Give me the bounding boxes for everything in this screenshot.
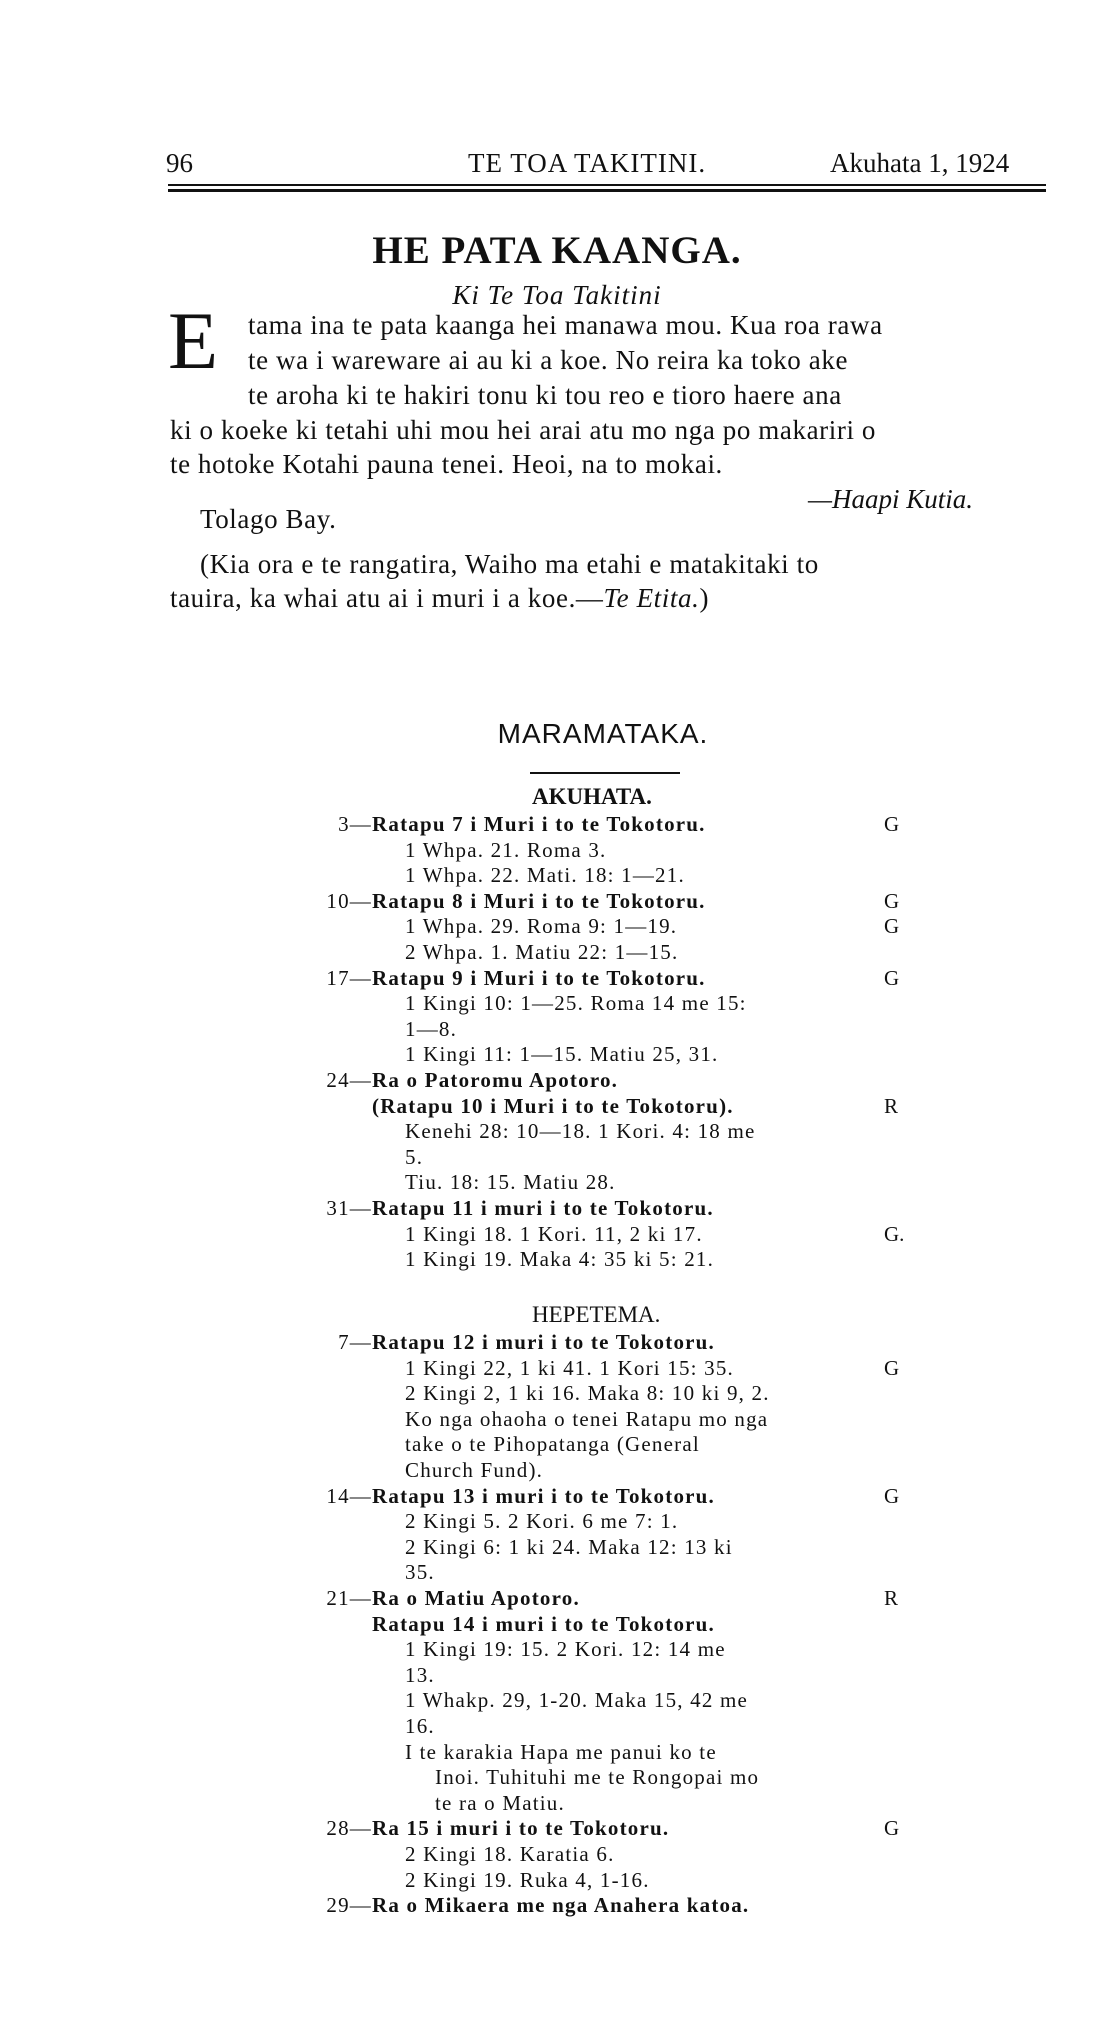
calendar-day-number: 24— (326, 1068, 372, 1092)
calendar-reading: 2 Kingi 19. Ruka 4, 1-16. (405, 1867, 650, 1892)
header-rule-bottom (168, 189, 1046, 192)
calendar-month-heading: AKUHATA. (532, 784, 652, 809)
article-place: Tolago Bay. (200, 504, 337, 534)
calendar-entry-heading: Ra o Mikaera me nga Anahera katoa. (372, 1893, 750, 1918)
liturgical-color-marker: G. (884, 1221, 905, 1246)
calendar-reading: 13. (405, 1662, 435, 1687)
article-line: te hotoke Kotahi pauna tenei. Heoi, na to mokai. (170, 449, 723, 479)
calendar-reading: 1 Kingi 19: 15. 2 Kori. 12: 14 me (405, 1637, 726, 1662)
liturgical-color-marker: G (884, 1355, 900, 1380)
calendar-reading: 2 Kingi 2, 1 ki 16. Maka 8: 10 ki 9, 2. (405, 1381, 770, 1406)
editor-note-close: ) (699, 583, 710, 613)
calendar-reading: 2 Kingi 6: 1 ki 24. Maka 12: 13 ki (405, 1534, 733, 1559)
drop-cap: E (168, 295, 219, 386)
article-line: tama ina te pata kaanga hei manawa mou. Kua roa rawa (248, 310, 883, 340)
calendar-day-number: 10— (326, 888, 372, 913)
liturgical-color-marker: G (884, 888, 900, 913)
calendar-reading: 2 Kingi 5. 2 Kori. 6 me 7: 1. (405, 1509, 679, 1534)
calendar-day-number: 14— (326, 1483, 372, 1508)
calendar-reading: 1 Kingi 18. 1 Kori. 11, 2 ki 17. (405, 1221, 703, 1246)
calendar-reading: 1 Whakp. 29, 1-20. Maka 15, 42 me (405, 1688, 749, 1713)
calendar-reading: 35. (405, 1560, 435, 1585)
article-line: te aroha ki te hakiri tonu ki tou reo e tioro haere ana (248, 380, 842, 410)
calendar-entry-heading: Ratapu 13 i muri i to te Tokotoru. (372, 1483, 715, 1508)
calendar-reading: take o te Pihopatanga (General (405, 1432, 700, 1457)
calendar-reading: 1 Kingi 19. Maka 4: 35 ki 5: 21. (405, 1247, 715, 1272)
calendar-day-number: 29— (326, 1893, 372, 1918)
article-title: HE PATA KAANGA. (372, 229, 742, 272)
calendar-day-number: 17— (326, 965, 372, 990)
editor-note-text: tauira, ka whai atu ai i muri i a koe.— (170, 583, 604, 613)
header-rule-top (168, 184, 1046, 186)
article-subtitle: Ki Te Toa Takitini (452, 280, 662, 310)
calendar-reading: 1—8. (405, 1016, 458, 1041)
calendar-day-number: 7— (338, 1330, 372, 1354)
calendar-reading: I te karakia Hapa me panui ko te (405, 1739, 717, 1764)
calendar-day-number: 3— (338, 812, 372, 836)
calendar-day-number: 21— (326, 1586, 372, 1610)
calendar-entry-heading: Ratapu 8 i Muri i to te Tokotoru. (372, 888, 706, 913)
calendar-entry-heading: (Ratapu 10 i Muri i to te Tokotoru). (372, 1093, 734, 1118)
calendar-reading: 1 Whpa. 29. Roma 9: 1—19. (405, 914, 678, 939)
calendar-day-number: 28— (326, 1816, 372, 1841)
calendar-reading: 1 Kingi 22, 1 ki 41. 1 Kori 15: 35. (405, 1355, 734, 1380)
calendar-entry-heading: Ratapu 14 i muri i to te Tokotoru. (372, 1611, 715, 1636)
page-number: 96 (166, 148, 193, 178)
calendar-reading: 1 Whpa. 22. Mati. 18: 1—21. (405, 863, 685, 888)
issue-date: Akuhata 1, 1924 (830, 148, 1010, 178)
editor-note-line: (Kia ora e te rangatira, Waiho ma etahi e matakitaki to (200, 549, 819, 579)
calendar-rule (530, 772, 680, 774)
calendar-month-heading: HEPETEMA. (532, 1302, 661, 1327)
liturgical-color-marker: G (884, 914, 900, 939)
article-line: ki o koeke ki tetahi uhi mou hei arai atu mo nga po makariri o (170, 415, 877, 445)
calendar-reading: te ra o Matiu. (435, 1790, 565, 1815)
calendar-reading: 5. (405, 1144, 424, 1169)
calendar-entry-heading: Ratapu 11 i muri i to te Tokotoru. (372, 1196, 714, 1220)
liturgical-color-marker: G (884, 812, 900, 836)
calendar-title: MARAMATAKA. (497, 718, 709, 749)
calendar-reading: Church Fund). (405, 1458, 544, 1482)
article-line: te wa i wareware ai au ki a koe. No reira ka toko ake (248, 345, 849, 375)
editor-signature: Te Etita. (603, 583, 700, 613)
calendar-reading: 2 Kingi 18. Karatia 6. (405, 1842, 615, 1866)
calendar-entry-heading: Ra o Matiu Apotoro. (372, 1586, 580, 1610)
calendar-reading: 16. (405, 1714, 435, 1738)
editor-note-line (170, 583, 709, 613)
calendar-entry-heading: Ratapu 7 i Muri i to te Tokotoru. (372, 812, 706, 836)
calendar-entry-heading: Ra o Patoromu Apotoro. (372, 1068, 619, 1092)
calendar-day-number: 31— (326, 1196, 372, 1220)
liturgical-color-marker: G (884, 1483, 900, 1508)
calendar-reading: Ko nga ohaoha o tenei Ratapu mo nga (405, 1406, 769, 1431)
calendar-reading: 1 Kingi 11: 1—15. Matiu 25, 31. (405, 1042, 719, 1067)
calendar-reading: 1 Kingi 10: 1—25. Roma 14 me 15: (405, 991, 747, 1016)
liturgical-color-marker: R (884, 1093, 899, 1118)
calendar-reading: 1 Whpa. 21. Roma 3. (405, 837, 607, 862)
calendar-entry-heading: Ratapu 12 i muri i to te Tokotoru. (372, 1330, 715, 1354)
calendar-reading: 2 Whpa. 1. Matiu 22: 1—15. (405, 940, 679, 964)
article-signature: —Haapi Kutia. (808, 484, 974, 514)
calendar-entry-heading: Ratapu 9 i Muri i to te Tokotoru. (372, 965, 706, 990)
calendar-reading: Inoi. Tuhituhi me te Rongopai mo (435, 1765, 760, 1790)
liturgical-color-marker: R (884, 1586, 899, 1610)
liturgical-color-marker: G (884, 1816, 900, 1841)
liturgical-color-marker: G (884, 965, 900, 990)
calendar-entry-heading: Ra 15 i muri i to te Tokotoru. (372, 1816, 670, 1841)
publication-name: TE TOA TAKITINI. (468, 148, 707, 178)
calendar-reading: Tiu. 18: 15. Matiu 28. (405, 1170, 616, 1195)
calendar-reading: Kenehi 28: 10—18. 1 Kori. 4: 18 me (405, 1119, 756, 1144)
